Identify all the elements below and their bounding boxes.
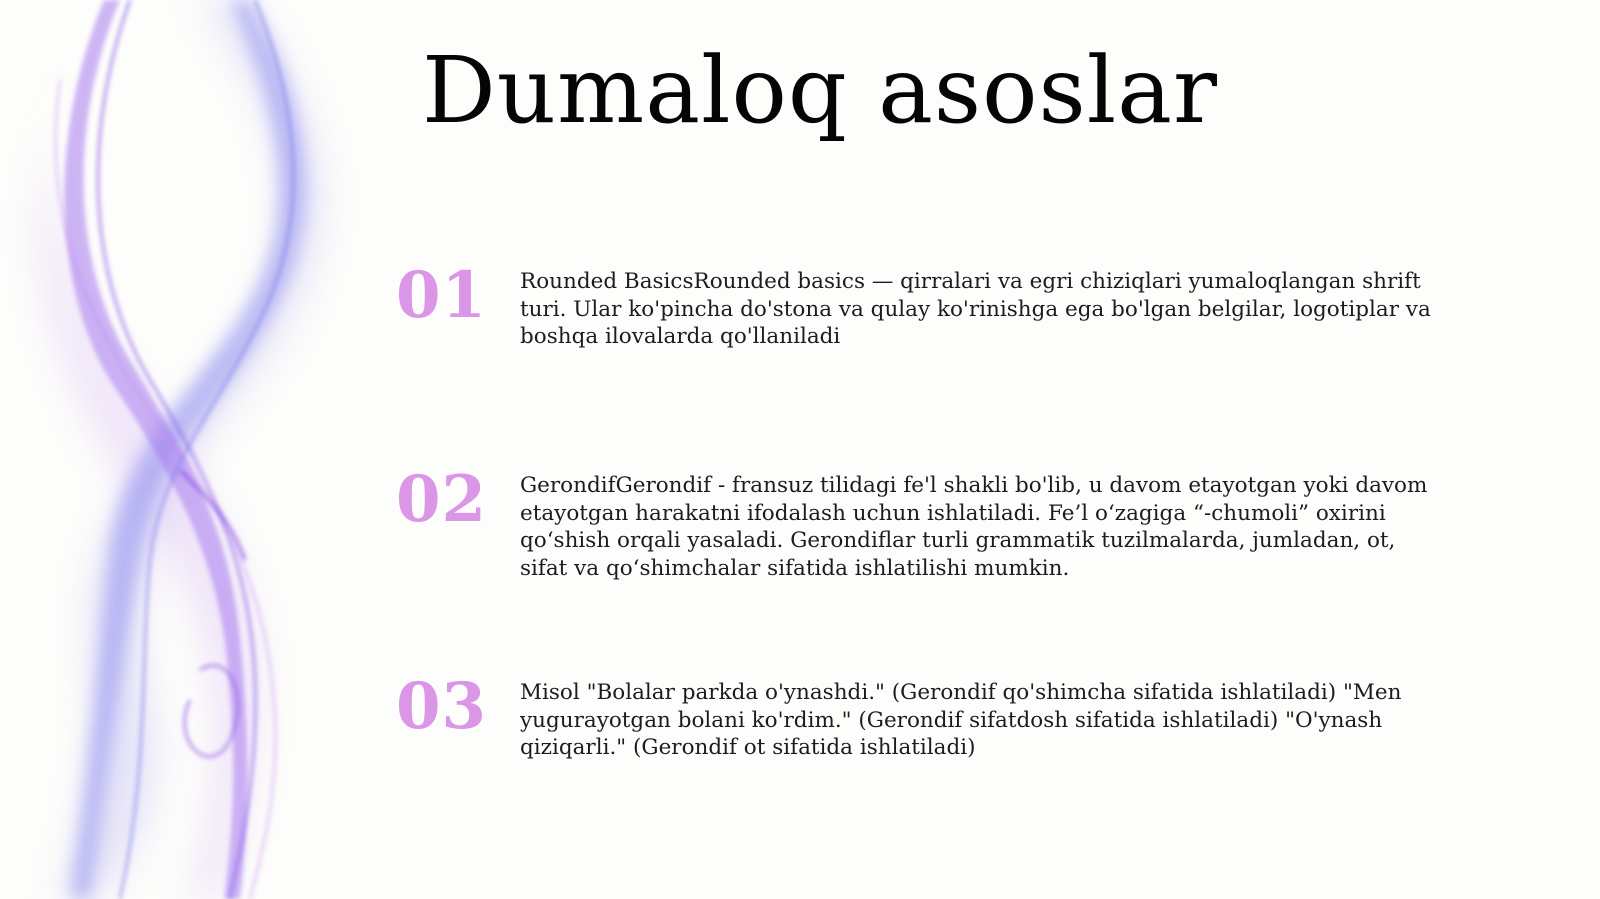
item-number: 03 [396,669,488,744]
slide-title: Dumaloq asoslar [422,37,1218,144]
item-number: 02 [396,462,488,537]
item-text: GerondifGerondif - fransuz tilidagi fe'l shakli bo'lib, u davom etayotgan yoki davom etayotgan harakatni ifodalash uchun ishlatiladi. Fe’l o‘zagiga “-chumoli” oxirini qo‘shish orqali yasaladi. Gerondiflar turli grammatik tuzilmalarda, jumladan, ot, sifat va qo‘shimchalar sifatida ishlatilishi mumkin. [520,473,1428,581]
item-text: Misol "Bolalar parkda o'ynashdi." (Gerondif qo'shimcha sifatida ishlatiladi) "Men yugurayotgan bolani ko'rdim." (Gerondif sifatdosh sifatida ishlatiladi) "O'ynash qiziqarli." (Gerondif ot sifatida ishlatiladi) [520,680,1402,760]
smoke-ribbon-decoration [0,0,380,899]
item-text: Rounded BasicsRounded basics — qirralari va egri chiziqlari yumaloqlangan shrift turi. Ular ko'pincha do'stona va qulay ko'rinishga ega bo'lgan belgilar, logotiplar va boshqa ilovalarda qo'llaniladi [520,269,1431,349]
item-number: 01 [396,258,488,333]
